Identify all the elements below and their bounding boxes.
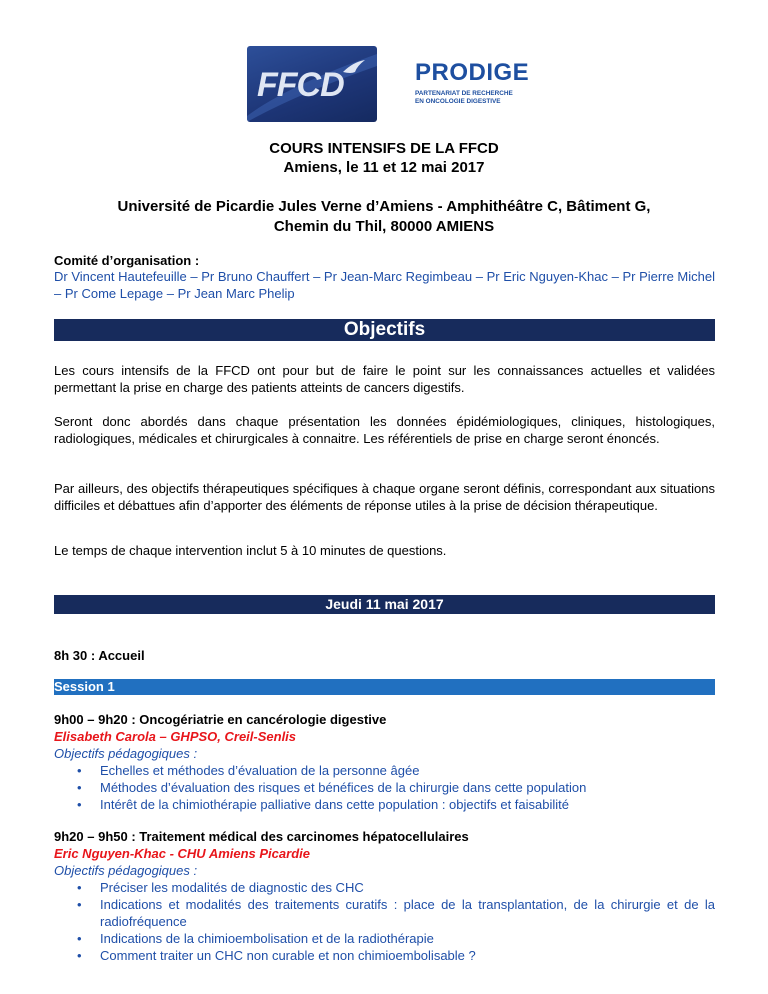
talk-speaker: Elisabeth Carola – GHPSO, Creil-Senlis	[54, 729, 297, 744]
objectives-paragraph-2: Seront donc abordés dans chaque présentation les données épidémiologiques, cliniques, histologiques, radiologiques, médicales et chirurgicales à connaitre. Les référentiels de prise en charge seront énoncés.	[54, 414, 715, 446]
list-item: • Indications de la chimioembolisation et de la radiothérapie	[54, 930, 715, 947]
talk-1	[54, 711, 715, 813]
talk-title: 9h00 – 9h20 : Oncogériatrie en cancérologie digestive	[54, 712, 387, 727]
document-title: COURS INTENSIFS DE LA FFCD	[269, 140, 499, 157]
session-label-text: Session 1	[54, 679, 115, 694]
talk-objectives-list	[54, 762, 715, 813]
list-item: • Echelles et méthodes d’évaluation de la personne âgée	[54, 762, 715, 779]
talk-speaker: Eric Nguyen-Khac - CHU Amiens Picardie	[54, 846, 310, 861]
talk-objectives-label: Objectifs pédagogiques :	[54, 746, 198, 761]
day-heading: Jeudi 11 mai 2017	[54, 595, 715, 614]
list-item: • Intérêt de la chimiothérapie palliative dans cette population : objectifs et faisabilité	[54, 796, 715, 813]
objectives-paragraph-3: Par ailleurs, des objectifs thérapeutiques spécifiques à chaque organe seront définis, correspondant aux situations difficiles et débattues afin d’apporter des éléments de réponse utiles à la prise de décision thérapeutique.	[54, 481, 715, 513]
venue	[54, 197, 714, 237]
talk-objectives-label: Objectifs pédagogiques :	[54, 863, 198, 878]
organisation-members: Dr Vincent Hautefeuille – Pr Bruno Chauffert – Pr Jean-Marc Regimbeau – Pr Eric Nguyen-Khac – Pr Pierre Michel – Pr Come Lepage – Pr Jean Marc Phelip	[54, 269, 715, 301]
prodige-logo-name: PRODIGE	[415, 59, 530, 86]
list-item: • Indications et modalités des traitements curatifs : place de la transplantation, de la chirurgie et de la radiofréquence	[54, 896, 715, 930]
objectives-paragraph-4: Le temps de chaque intervention inclut 5 à 10 minutes de questions.	[54, 543, 447, 558]
talk-objectives-list	[54, 879, 715, 964]
venue-line-1: Université de Picardie Jules Verne d’Amiens - Amphithéâtre C, Bâtiment G,	[117, 198, 651, 215]
prodige-logo	[415, 59, 530, 120]
document-dates: Amiens, le 11 et 12 mai 2017	[283, 159, 485, 176]
welcome-time: 8h 30 : Accueil	[54, 648, 145, 663]
talk-2	[54, 828, 715, 964]
list-item: • Méthodes d’évaluation des risques et bénéfices de la chirurgie dans cette population	[54, 779, 715, 796]
objectives-paragraph-1: Les cours intensifs de la FFCD ont pour but de faire le point sur les connaissances actuelles et validées permettant la prise en charge des patients atteints de cancers digestifs.	[54, 363, 715, 395]
session-label	[54, 679, 715, 695]
document-title-block	[0, 139, 768, 177]
logo-bar	[0, 46, 768, 126]
prodige-logo-sub-2: EN ONCOLOGIE DIGESTIVE	[415, 98, 501, 105]
objectives-heading: Objectifs	[54, 319, 715, 341]
ffcd-logo-text: FFCD	[257, 66, 344, 104]
talk-title: 9h20 – 9h50 : Traitement médical des carcinomes hépatocellulaires	[54, 829, 469, 844]
venue-line-2: Chemin du Thil, 80000 AMIENS	[273, 218, 495, 235]
ffcd-logo	[247, 46, 377, 122]
list-item: • Comment traiter un CHC non curable et non chimioembolisable ?	[54, 947, 715, 964]
organisation-label: Comité d’organisation :	[54, 253, 200, 268]
list-item: • Préciser les modalités de diagnostic des CHC	[54, 879, 715, 896]
prodige-logo-sub-1: PARTENARIAT DE RECHERCHE	[415, 90, 513, 97]
